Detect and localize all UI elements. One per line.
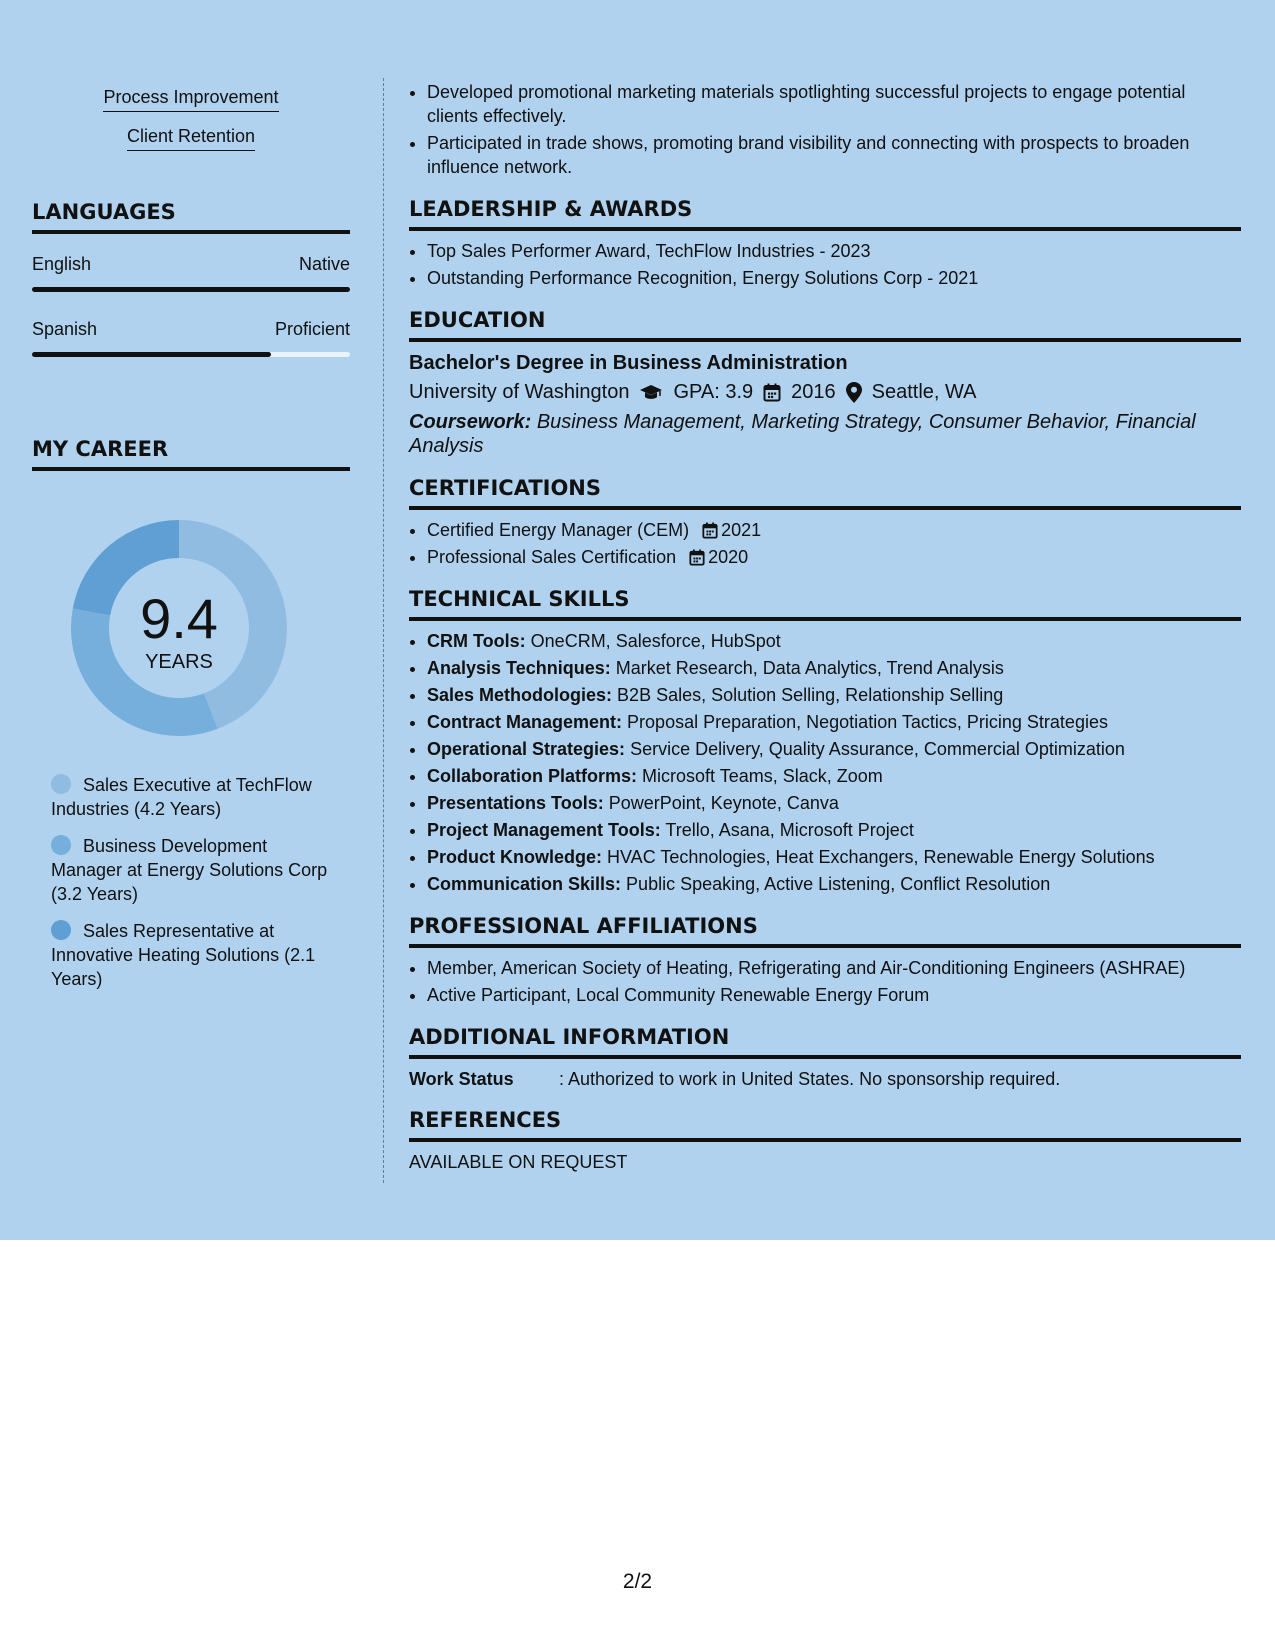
experience-bullets (409, 80, 1241, 179)
technical-skills-heading: TECHNICAL SKILLS (409, 587, 1241, 621)
legend-dot (51, 774, 71, 794)
graduation-year: 2016 (791, 381, 836, 403)
affiliations-heading: PROFESSIONAL AFFILIATIONS (409, 914, 1241, 948)
language-level: Native (298, 254, 350, 274)
technical-skills-list (409, 629, 1241, 896)
language-name: English (32, 254, 92, 274)
career-legend-label: Sales Executive at TechFlow Industries (4.2 Years) (51, 775, 312, 819)
career-legend-item (51, 919, 341, 991)
language-proficiency-bar (32, 287, 350, 292)
certification-item (427, 545, 1241, 569)
skill-item (427, 656, 1241, 680)
skill-item (427, 818, 1241, 842)
career-heading: MY CAREER (32, 437, 350, 471)
left-column (32, 82, 350, 1004)
language-item (32, 319, 350, 357)
skill-value: Proposal Preparation, Negotiation Tactics, Pricing Strategies (627, 712, 1108, 732)
skill-item (427, 629, 1241, 653)
career-legend-label: Business Development Manager at Energy Solutions Corp (3.2 Years) (51, 836, 328, 904)
education-heading: EDUCATION (409, 308, 1241, 342)
legend-dot (51, 920, 71, 940)
donut-center (64, 513, 294, 674)
certification-item (427, 518, 1241, 542)
award-item: • Top Sales Performer Award, TechFlow Industries - 2023 (427, 239, 1241, 263)
affiliations-list (409, 956, 1241, 1007)
certifications-heading: CERTIFICATIONS (409, 476, 1241, 510)
skill-item (427, 683, 1241, 707)
skill-value: Trello, Asana, Microsoft Project (665, 820, 914, 840)
affiliation-item: • Member, American Society of Heating, Refrigerating and Air-Conditioning Engineers (ASHRAE) (427, 956, 1241, 980)
career-legend-label: Sales Representative at Innovative Heating Solutions (2.1 Years) (51, 921, 316, 989)
career-donut-chart (64, 513, 294, 743)
skill-item (427, 737, 1241, 761)
career-legend (51, 773, 341, 991)
school-location: Seattle, WA (871, 381, 977, 403)
skill-label: Project Management Tools: (427, 820, 661, 840)
coursework-text: Business Management, Marketing Strategy, Consumer Behavior, Financial Analysis (409, 411, 1196, 457)
languages-heading: LANGUAGES (32, 200, 350, 234)
skill-label: Sales Methodologies: (427, 685, 613, 705)
language-proficiency-fill (32, 352, 271, 357)
career-legend-item (51, 773, 341, 821)
language-item (32, 254, 350, 292)
page-number: 2/2 (622, 1570, 653, 1593)
affiliation-item: • Active Participant, Local Community Renewable Energy Forum (427, 983, 1241, 1007)
graduation-cap-icon (639, 384, 663, 402)
awards-heading: LEADERSHIP & AWARDS (409, 197, 1241, 231)
references-heading: REFERENCES (409, 1108, 1241, 1142)
coursework (409, 410, 1241, 458)
skill-value: OneCRM, Salesforce, HubSpot (530, 631, 781, 651)
skill-value: Microsoft Teams, Slack, Zoom (642, 766, 883, 786)
language-name: Spanish (32, 319, 98, 339)
award-item: • Outstanding Performance Recognition, Energy Solutions Corp - 2021 (427, 266, 1241, 290)
map-pin-icon (846, 382, 862, 403)
skill-value: PowerPoint, Keynote, Canva (608, 793, 839, 813)
additional-info-heading: ADDITIONAL INFORMATION (409, 1025, 1241, 1059)
skill-item (427, 710, 1241, 734)
skill-item (427, 872, 1241, 896)
skill-tag-list (32, 82, 350, 160)
calendar-icon (763, 383, 781, 402)
language-level: Proficient (274, 319, 350, 339)
certification-year: 2020 (708, 547, 749, 567)
language-proficiency-fill (32, 287, 350, 292)
work-status-value: : Authorized to work in United States. No sponsorship required. (559, 1069, 1061, 1089)
legend-dot (51, 835, 71, 855)
skill-value: Market Research, Data Analytics, Trend Analysis (615, 658, 1004, 678)
right-column (409, 80, 1241, 1173)
skill-label: Product Knowledge: (427, 847, 602, 867)
skill-tag: Process Improvement (103, 87, 278, 112)
skill-label: Presentations Tools: (427, 793, 604, 813)
work-status-label: Work Status (409, 1069, 514, 1089)
work-status (409, 1069, 1241, 1090)
skill-item (427, 845, 1241, 869)
certification-year: 2021 (721, 520, 762, 540)
skill-label: Collaboration Platforms: (427, 766, 638, 786)
skill-value: Public Speaking, Active Listening, Conflict Resolution (626, 874, 1051, 894)
column-divider (383, 78, 384, 1183)
career-total-years: 9.4 (140, 587, 218, 650)
skill-label: Communication Skills: (427, 874, 622, 894)
skill-item (427, 764, 1241, 788)
certification-name: Certified Energy Manager (CEM) (427, 520, 690, 540)
skill-label: Contract Management: (427, 712, 623, 732)
experience-bullet: • Participated in trade shows, promoting brand visibility and connecting with prospects to broaden influence network. (427, 131, 1241, 179)
education-details (409, 381, 1241, 404)
certifications-list (409, 518, 1241, 569)
calendar-icon (689, 549, 705, 566)
degree-title: Bachelor's Degree in Business Administration (409, 352, 848, 374)
skill-label: Analysis Techniques: (427, 658, 611, 678)
career-legend-item (51, 834, 341, 906)
certification-name: Professional Sales Certification (427, 547, 677, 567)
skill-value: B2B Sales, Solution Selling, Relationship Selling (617, 685, 1004, 705)
skill-tag: Client Retention (127, 126, 255, 151)
calendar-icon (702, 522, 718, 539)
references-text: AVAILABLE ON REQUEST (409, 1152, 628, 1172)
skill-item (427, 791, 1241, 815)
skill-value: Service Delivery, Quality Assurance, Commercial Optimization (630, 739, 1125, 759)
gpa: GPA: 3.9 (673, 381, 754, 403)
awards-list (409, 239, 1241, 290)
skill-value: HVAC Technologies, Heat Exchangers, Renewable Energy Solutions (607, 847, 1155, 867)
skill-label: Operational Strategies: (427, 739, 626, 759)
career-years-unit: YEARS (145, 651, 213, 673)
language-proficiency-bar (32, 352, 350, 357)
school-name: University of Washington (409, 381, 630, 403)
skill-label: CRM Tools: (427, 631, 526, 651)
coursework-label: Coursework: (409, 411, 532, 433)
experience-bullet: • Developed promotional marketing materials spotlighting successful projects to engage potential clients effectively. (427, 80, 1241, 128)
